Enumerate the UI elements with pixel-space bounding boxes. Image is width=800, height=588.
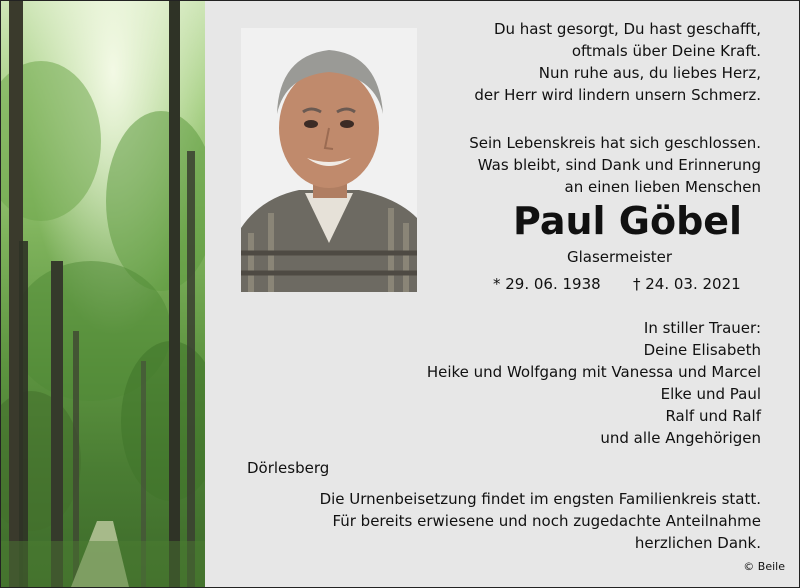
mourners-heading: In stiller Trauer: xyxy=(643,319,761,337)
verse-line: Sein Lebenskreis hat sich geschlossen. xyxy=(469,134,761,152)
mourners-list xyxy=(427,317,761,449)
verse-line: oftmals über Deine Kraft. xyxy=(571,42,761,60)
mourner-entry: Heike und Wolfgang mit Vanessa und Marcel xyxy=(426,363,761,381)
portrait-photo xyxy=(241,28,417,292)
verse-line: Was bleibt, sind Dank und Erinnerung xyxy=(477,156,761,174)
place-name: Dörlesberg xyxy=(247,459,330,477)
closing-line: Für bereits erwiesene und noch zugedachte Anteilnahme xyxy=(332,512,761,530)
mourner-entry: und alle Angehörigen xyxy=(600,429,761,447)
verse-second-stanza xyxy=(469,132,761,198)
death-date: † 24. 03. 2021 xyxy=(633,275,741,293)
deceased-occupation: Glasermeister xyxy=(567,248,673,266)
portrait-illustration xyxy=(241,28,417,292)
closing-line: herzlichen Dank. xyxy=(634,534,761,552)
verse-line: der Herr wird lindern unsern Schmerz. xyxy=(474,86,761,104)
forest-illustration xyxy=(1,1,205,587)
forest-image xyxy=(1,1,205,587)
birth-date: * 29. 06. 1938 xyxy=(493,275,601,293)
verse-line: Du hast gesorgt, Du hast geschafft, xyxy=(493,20,761,38)
copyright-credit: © Beile xyxy=(743,560,785,573)
mourner-entry: Elke und Paul xyxy=(660,385,761,403)
deceased-name: Paul Göbel xyxy=(513,199,743,243)
verse-line: Nun ruhe aus, du liebes Herz, xyxy=(538,64,761,82)
mourner-entry: Ralf und Ralf xyxy=(665,407,761,425)
closing-line: Die Urnenbeisetzung findet im engsten Familienkreis statt. xyxy=(319,490,761,508)
verse-line: an einen lieben Menschen xyxy=(564,178,761,196)
mourner-entry: Deine Elisabeth xyxy=(643,341,761,359)
verse-first-stanza xyxy=(474,18,761,106)
closing-note xyxy=(320,488,761,554)
